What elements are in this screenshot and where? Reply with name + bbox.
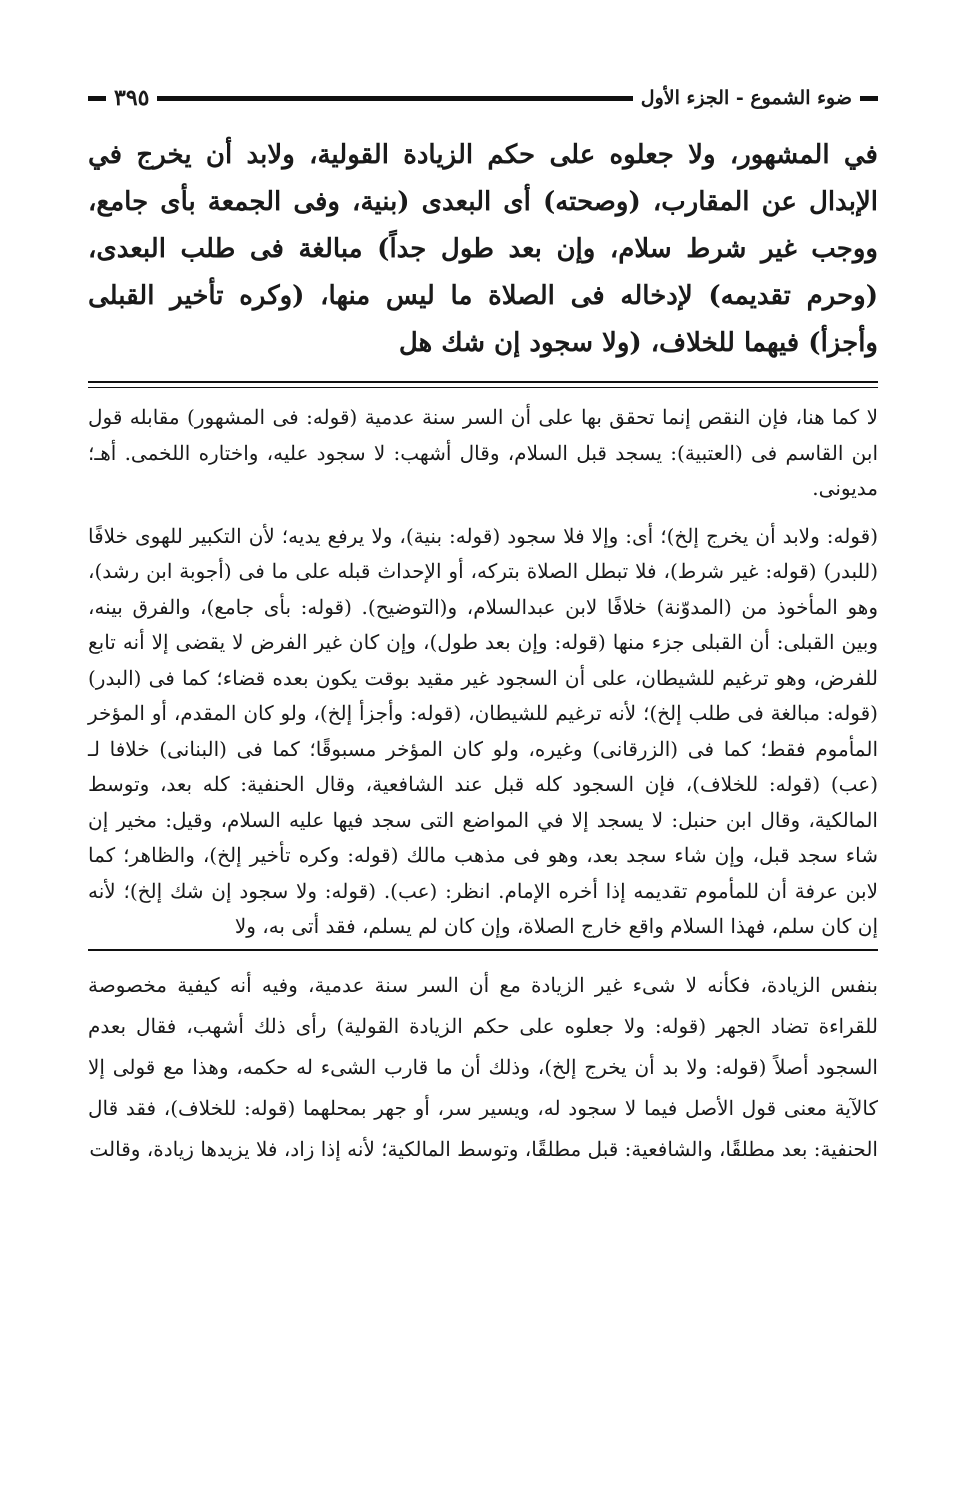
header-dash-right (860, 96, 878, 101)
main-text-divider (88, 381, 878, 388)
footnote: بنفس الزيادة، فكأنه لا شىء غير الزيادة مع أن السر سنة عدمية، وفيه أنه كيفية مخصوصة للقراءة تضاد الجهر (قوله: ولا جعلوه على حكم الزيادة القولية) رأى ذلك أشهب، فقال بعدم السجود أصلاً (قوله: ولا بد أن يخرج إلخ)، وذلك أن ما قارب الشىء له حكمه، وهذا مع قولى إلا كالآية معنى قول الأصل فيما لا سجود له، ويسير سر، أو جهر بمحلهما (قوله: للخلاف)، فقد قال الحنفية: بعد مطلقًا، والشافعية: قبل مطلقًا، وتوسط المالكية؛ لأنه إذا زاد، فلا يزيدها زيادة، وقالت (88, 972, 878, 1161)
book-page (88, 78, 878, 1478)
running-title: ضوء الشموع - الجزء الأول (640, 87, 852, 109)
page-number: ٣٩٥ (114, 85, 150, 111)
header-dash-left (88, 96, 106, 101)
commentary-paragraph: لا كما هنا، فإن النقص إنما تحقق بها على أن السر سنة عدمية (قوله: فى المشهور) مقابله قول ابن القاسم فى (العتبية): يسجد قبل السلام، وقال أشهب: لا سجود عليه، واختاره اللخمى. أهـ؛ مديونى. (88, 405, 878, 500)
commentary-paragraph: (قوله: ولابد أن يخرج إلخ)؛ أى: وإلا فلا سجود (قوله: بنية)، ولا يرفع يديه؛ لأن التكبير للهوى خلافًا (للبدر) (قوله: غير شرط)، فلا تبطل الصلاة بتركه، أو الإحداث قبله على ما فى (أجوبة ابن رشد)، وهو المأخوذ من (المدوّنة) خلافًا لابن عبدالسلام، و(التوضيح). (قوله: بأى جامع)، والفرق بينه، وبين القبلى: أن القبلى جزء منها (قوله: وإن بعد طول)، وإن كان غير الفرض لا يقضى إلا أنه تابع للفرض، وهو ترغيم للشيطان، على أن السجود غير مقيد بوقت يكون بعده قضاء؛ كما فى (البدر) (قوله: مبالغة فى طلب إلخ)؛ لأنه ترغيم للشيطان، (قوله: وأجزأ إلخ)، ولو كان المقدم، أو المؤخر المأموم فقط؛ كما فى (الزرقانى) وغيره، ولو كان المؤخر مسبوقًا؛ كما فى (البنانى) خلافا لـ (عب) (قوله: للخلاف)، فإن السجود كله قبل عند الشافعية، وقال الحنفية: كله بعد، وتوسط المالكية، وقال ابن حنبل: لا يسجد إلا في المواضع التى سجد فيها عليه السلام، وقيل: مخير إن شاء سجد قبل، وإن شاء سجد بعد، وهو فى مذهب مالك (قوله: وكره تأخير إلخ)، والظاهر؛ كما لابن عرفة أن للمأموم تقديمه إذا أخره الإمام. انظر: (عب). (قوله: ولا سجود إن شك إلخ)؛ لأنه إن كان سلم، فهذا السلام واقع خارج الصلاة، وإن كان لم يسلم، فقد أتى به، ولا (88, 523, 879, 938)
main-text: في المشهور، ولا جعلوه على حكم الزيادة القولية، ولابد أن يخرج في الإبدال عن المقارب، (وصحته) أى البعدى (بنية، وفى الجمعة بأى جامع، ووجب غير شرط سلام، وإن بعد طول جداً) مبالغة فى طلب البعدى، (وحرم تقديمه) لإدخاله فى الصلاة ما ليس منها، (وكره تأخير القبلى وأجزأ) فيهما للخلاف، (ولا سجود إن شك هل (88, 140, 878, 358)
header-rule (157, 96, 632, 101)
footnote-divider (88, 949, 878, 951)
commentary (88, 400, 878, 945)
page-header (88, 78, 878, 118)
